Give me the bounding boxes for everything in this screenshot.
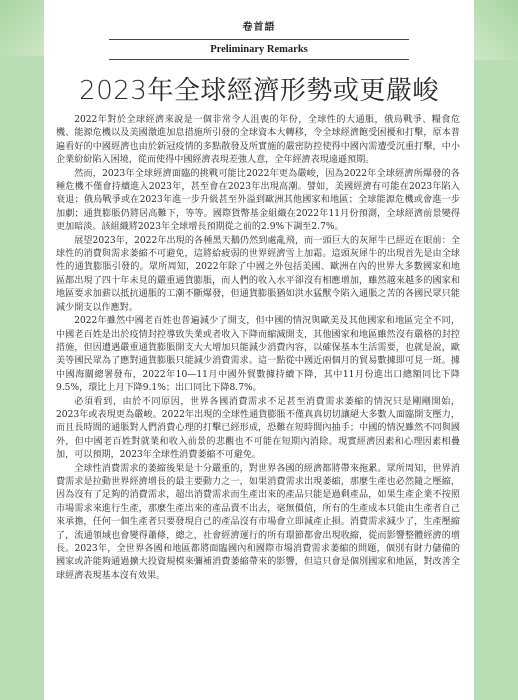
paragraph-2: 然而，2023年全球經濟面臨的挑戰可能比2022年更為嚴峻，因為2022年全球經濟所爆發的各種危機不僅會持續進入2023年，甚至會在2023年出現高潮。譬如，美國經濟有可能在2023年陷入衰退；俄烏戰爭或在2023年進一步升級甚至外溢到歐洲其他國家和地區；全球能源危機或會進一步加劇；通貨膨脹仍將居高難下，等等。國際貨幣基金組織在2022年11月份預測，全球經濟前景變得更加暗淡。該組織將2023年全球增長預期從之前的2.9%下調至2.7%。 <box>56 168 460 233</box>
header-divider-bottom <box>109 59 409 60</box>
right-decorative-band <box>474 0 518 700</box>
article-title: 2023年全球經濟形勢或更嚴峻 <box>79 76 439 106</box>
paragraph-6: 全球性消費需求的萎縮後果是十分嚴重的，對世界各國的經濟都將帶來拖累。眾所周知，世界消費需求是拉動世界經濟增長的最主要動力之一，如果消費需求出現萎縮，那麼生產也必然隨之壓縮，因為沒有了足夠的消費需求，超出消費需求而生產出來的產品只能是過剩產品，如果生產企業不按照市場需求來進行生產，那麼生產出來的產品賣不出去，毫無價值，所有的生產成本只能由生產者自己來承擔，任何一個生產者只要發現自己的產品沒有市場會立即減產止損。消費需求減少了，生產壓縮了，流通領域也會變得蕭條，總之，社會經濟運行的所有環節都會出現收縮，從而影響整體經濟的增長。2023年，全世界各國和地區都將面臨國內和國際市場消費需求萎縮的問題，個別有財力儲備的國家或許能夠通過擴大投資規模來彌補消費萎縮帶來的影響，但這只會是個別國家和地區，對改善全球經濟表現基本沒有效果。 <box>56 463 460 581</box>
article-body <box>56 114 460 583</box>
document-page <box>44 0 474 700</box>
paragraph-4: 2022年雖然中國老百姓也普遍減少了開支，但中國的情況與歐美及其他國家和地區完全不同，中國老百姓是出於疫情封控導致失業或者收入下降而縮減開支，其他國家和地區雖然沒有嚴格的封控措施，但因遭遇嚴重通貨膨脹開支大大增加只能減少消費內容，以確保基本生活需要，也就是說，歐美等國民眾為了應對通貨膨脹只能減少消費需求。這一點從中國近兩個月的貿易數據即可見一斑。據中國海關總署發布，2022年10—11月中國外貿數據持續下降，其中11月份進出口總額同比下降9.5%，環比上月下降9.1%；出口同比下降8.7%。 <box>56 316 460 394</box>
page-header <box>44 18 474 60</box>
header-divider <box>109 39 409 40</box>
paragraph-5: 必須看到，由於不同原因，世界各國消費需求不足甚至消費需求萎縮的情況只是剛剛開始，2023年或表現更為嚴峻。2022年出現的全球性通貨膨脹不僅真真切切讓絕大多數人面臨開支壓力，而且長時間的通脹對人們消費心理的打擊已經形成，恐難在短時間內抽手；中國的情況雖然不同與國外，但中國老百姓對就業和收入前景的悲觀也不可能在短期內消除。現實經濟因素和心理因素相疊加，可以預期，2023年全球性消費萎縮不可避免。 <box>56 396 460 461</box>
paragraph-1: 2022年對於全球經濟來說是一個非常令人沮喪的年份，全球性的大通脹，俄烏戰爭、糧食危機、能源危機以及美國激進加息措施所引發的全球資本大轉移，令全球經濟飽受困擾和打擊，原本普遍看好的中國經濟也由於新冠疫情的多點散發及所實施的嚴密防控使得中國內需遭受沉重打擊，中小企業紛紛陷入困境，從而使得中國經濟表現差強人意，全年經濟表現遠遜預期。 <box>56 115 460 166</box>
paragraph-3: 展望2023年，2022年出現的各種黑天鵝仍然到處亂飛，而一頭巨大的灰犀牛已經近在眼前：全球性的消費與需求萎縮不可避免，這將給疲弱的世界經濟雪上加霜。這頭灰犀牛的出現首先是由全球性的通貨膨脹引發的。眾所周知，2022年除了中國之外包括美國、歐洲在內的世界大多數國家和地區都出現了四十年未見的嚴重通貨膨脹，而人們的收入水平卻沒有相應增加，雖然越來越多的國家和地區要求加薪以抵抗通脹的工潮不斷爆發，但通貨膨脹猶如洪水猛獸令陷入通脹之苦的各國民眾只能減少開支以作應對。 <box>56 235 460 313</box>
section-label: 卷首語 <box>242 22 276 33</box>
section-subtitle: Preliminary Remarks <box>210 44 308 55</box>
left-decorative-band <box>0 0 44 700</box>
